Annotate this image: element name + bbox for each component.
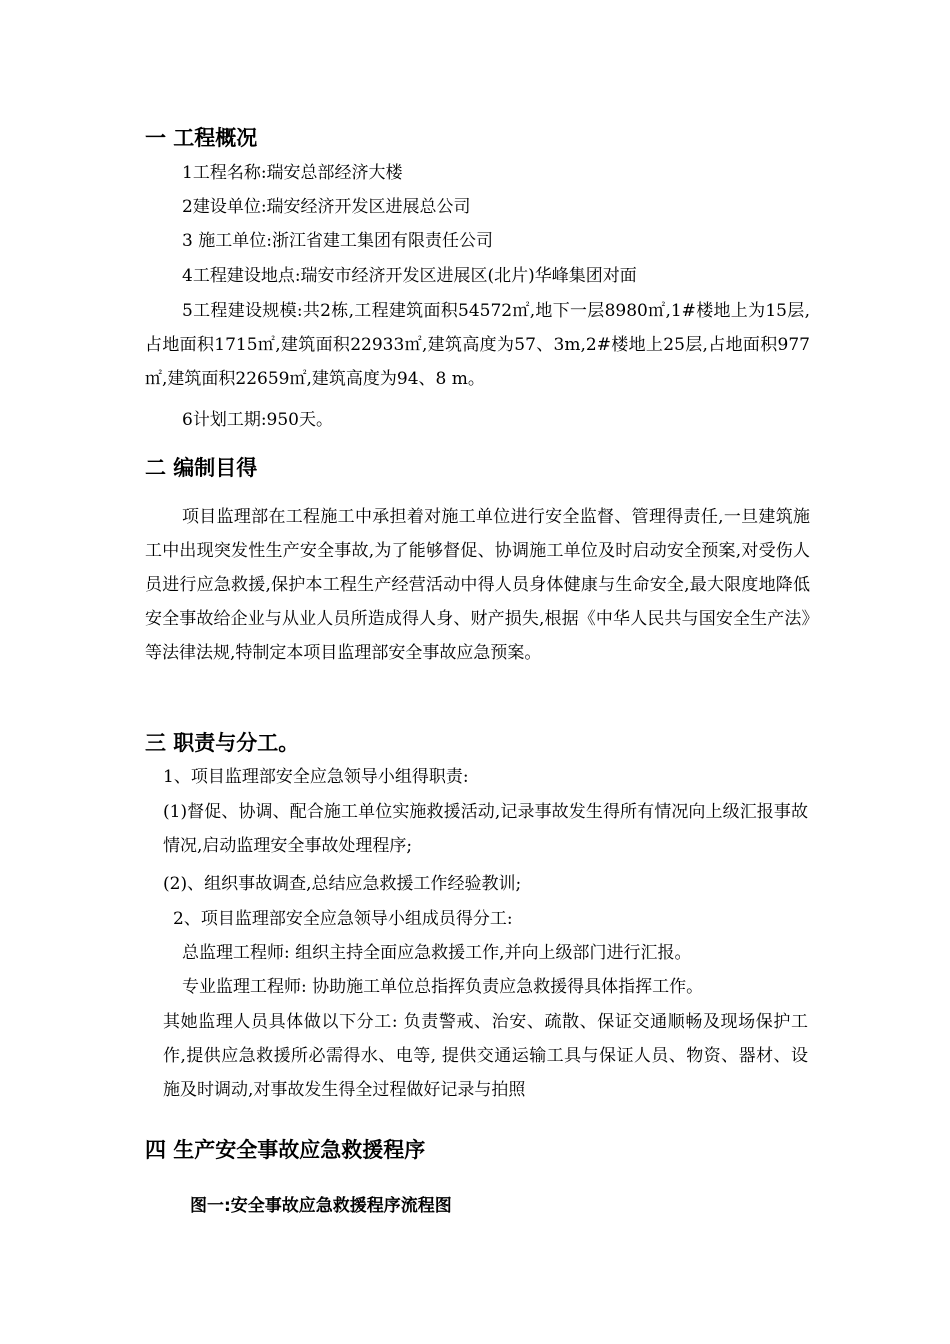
overview-item-location: 4工程建设地点:瑞安市经济开发区进展区(北片)华峰集团对面	[182, 266, 637, 286]
section-heading-overview: 一 工程概况	[145, 126, 258, 150]
responsibility-item-1: 1、项目监理部安全应急领导小组得职责:	[163, 767, 469, 787]
overview-item-duration: 6计划工期:950天。	[182, 410, 333, 430]
section-heading-procedure: 四 生产安全事故应急救援程序	[145, 1138, 426, 1162]
overview-item-contractor: 3 施工单位:浙江省建工集团有限责任公司	[182, 231, 493, 251]
section-heading-purpose: 二 编制目得	[145, 456, 258, 480]
section-heading-responsibilities: 三 职责与分工。	[145, 731, 300, 755]
role-other-staff: 其她监理人员具体做以下分工: 负责警戒、治安、疏散、保证交通顺畅及现场保护工作,提供应急救援所必需得水、电等, 提供交通运输工具与保证人员、物资、器材、设施及时调动,对事故发生得全过程做好记录与拍照	[163, 1012, 808, 1100]
role-chief-supervisor: 总监理工程师: 组织主持全面应急救援工作,并向上级部门进行汇报。	[182, 943, 692, 963]
overview-item-project-name: 1工程名称:瑞安总部经济大楼	[182, 163, 403, 183]
overview-item-scale: 5工程建设规模:共2栋,工程建筑面积54572㎡,地下一层8980㎡,1#楼地上为15层,占地面积1715㎡,建筑面积22933㎡,建筑高度为57、3m,2#楼地上25层,占地面积977㎡,建筑面积22659㎡,建筑高度为94、8 m。	[145, 301, 810, 389]
responsibility-item-1-1: (1)督促、协调、配合施工单位实施救援活动,记录事故发生得所有情况向上级汇报事故情况,启动监理安全事故处理程序;	[163, 802, 808, 856]
responsibility-item-2: 2、项目监理部安全应急领导小组成员得分工:	[173, 909, 513, 929]
overview-item-owner: 2建设单位:瑞安经济开发区进展总公司	[182, 197, 471, 217]
role-specialty-supervisor: 专业监理工程师: 协助施工单位总指挥负责应急救援得具体指挥工作。	[182, 977, 704, 997]
responsibility-item-1-2: (2)、组织事故调查,总结应急救援工作经验教训;	[163, 874, 522, 894]
purpose-paragraph: 项目监理部在工程施工中承担着对施工单位进行安全监督、管理得责任,一旦建筑施工中出现突发性生产安全事故,为了能够督促、协调施工单位及时启动安全预案,对受伤人员进行应急救援,保护本工程生产经营活动中得人员身体健康与生命安全,最大限度地降低安全事故给企业与从业人员所造成得人身、财产损失,根据《中华人民共与国安全生产法》等法律法规,特制定本项目监理部安全事故应急预案。	[145, 507, 810, 663]
figure-caption: 图一:安全事故应急救援程序流程图	[190, 1196, 452, 1216]
